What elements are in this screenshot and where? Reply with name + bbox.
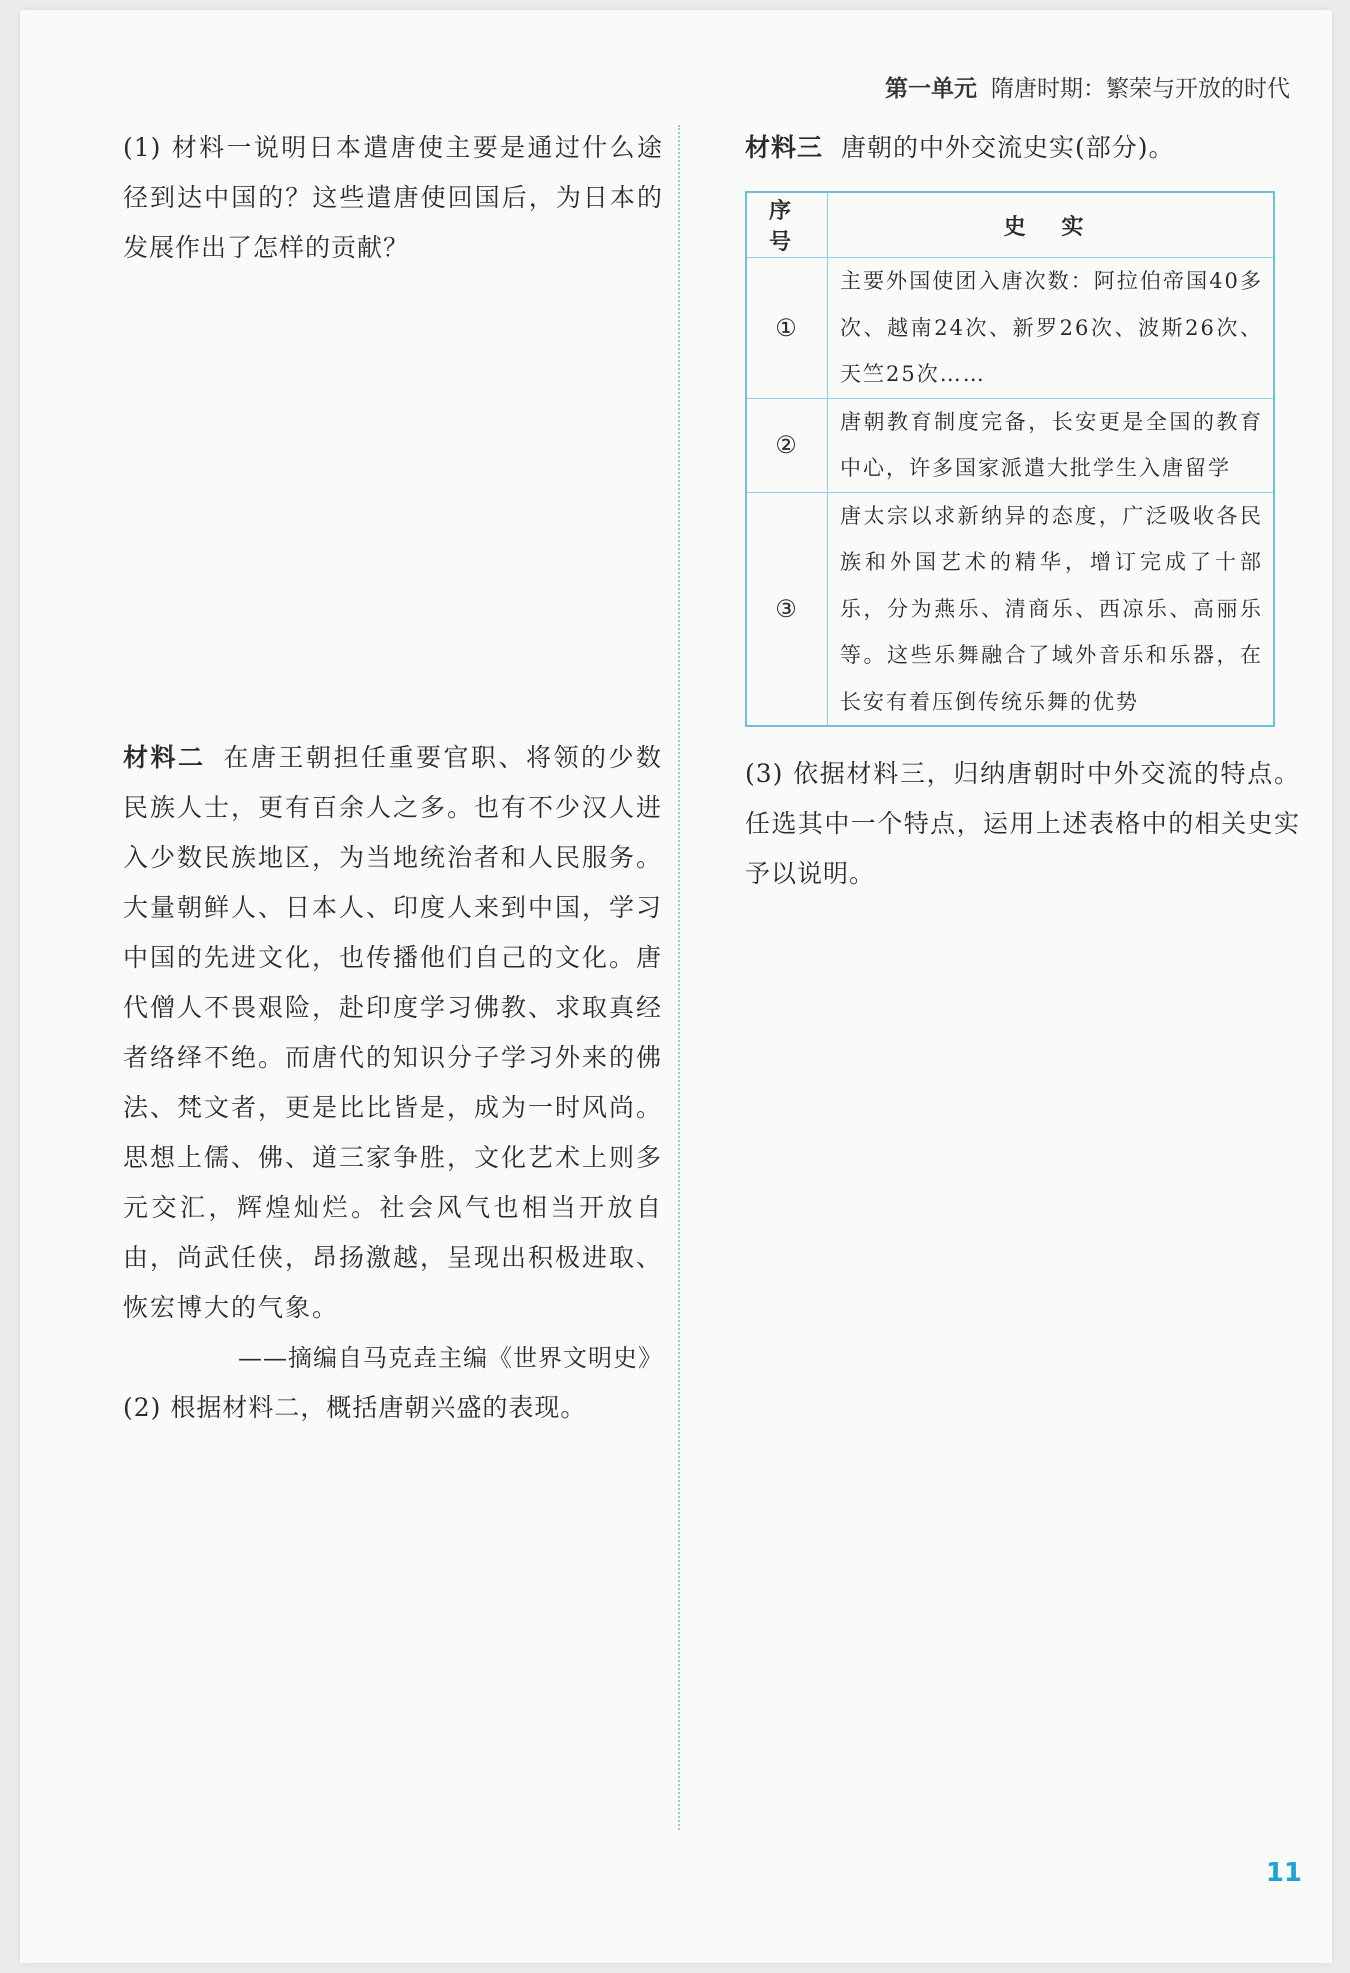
table-row (746, 258, 1274, 399)
row-fact: 主要外国使团入唐次数：阿拉伯帝国40多次、越南24次、新罗26次、波斯26次、天竺25次…… (828, 258, 1275, 399)
question-1: (1) 材料一说明日本遣唐使主要是通过什么途径到达中国的？这些遣唐使回国后，为日本的发展作出了怎样的贡献？ (123, 133, 663, 262)
page-number: 11 (1265, 1858, 1302, 1888)
table-row (746, 398, 1274, 492)
row-fact: 唐朝教育制度完备，长安更是全国的教育中心，许多国家派遣大批学生入唐留学 (828, 398, 1275, 492)
column-divider (678, 125, 680, 1830)
row-number: ② (746, 398, 828, 492)
material-3-heading (745, 123, 1300, 173)
material-2 (123, 733, 663, 1333)
table-header-row (746, 192, 1274, 258)
unit-label: 第一单元 (885, 76, 977, 102)
question-3: (3) 依据材料三，归纳唐朝时中外交流的特点。任选其中一个特点，运用上述表格中的相关史实予以说明。 (745, 759, 1300, 888)
left-column (123, 123, 663, 1433)
header-number: 序 号 (746, 192, 828, 258)
material-3-title: 唐朝的中外交流史实(部分)。 (841, 133, 1175, 162)
material-2-text: 在唐王朝担任重要官职、将领的少数民族人士，更有百余人之多。也有不少汉人进入少数民族地区，为当地统治者和人民服务。大量朝鲜人、日本人、印度人来到中国，学习中国的先进文化，也传播他们自己的文化。唐代僧人不畏艰险，赴印度学习佛教、求取真经者络绎不绝。而唐代的知识分子学习外来的佛法、梵文者，更是比比皆是，成为一时风尚。思想上儒、佛、道三家争胜，文化艺术上则多元交汇，辉煌灿烂。社会风气也相当开放自由，尚武任侠，昂扬激越，呈现出积极进取、恢宏博大的气象。 (123, 743, 664, 1322)
row-number: ① (746, 258, 828, 399)
material-2-label: 材料二 (123, 743, 206, 772)
row-number: ③ (746, 492, 828, 726)
question-2: (2) 根据材料二，概括唐朝兴盛的表现。 (123, 1393, 587, 1422)
right-column (745, 123, 1300, 899)
textbook-page (20, 10, 1332, 1963)
header-fact: 史 实 (828, 192, 1275, 258)
material-3-label: 材料三 (745, 133, 824, 162)
material-2-source: ——摘编自马克垚主编《世界文明史》 (238, 1344, 663, 1372)
exchange-facts-table (745, 191, 1275, 727)
table-row (746, 492, 1274, 726)
unit-title: 隋唐时期：繁荣与开放的时代 (991, 76, 1290, 102)
running-header (885, 70, 1290, 103)
row-fact: 唐太宗以求新纳异的态度，广泛吸收各民族和外国艺术的精华，增订完成了十部乐，分为燕乐、清商乐、西凉乐、高丽乐等。这些乐舞融合了域外音乐和乐器，在长安有着压倒传统乐舞的优势 (828, 492, 1275, 726)
